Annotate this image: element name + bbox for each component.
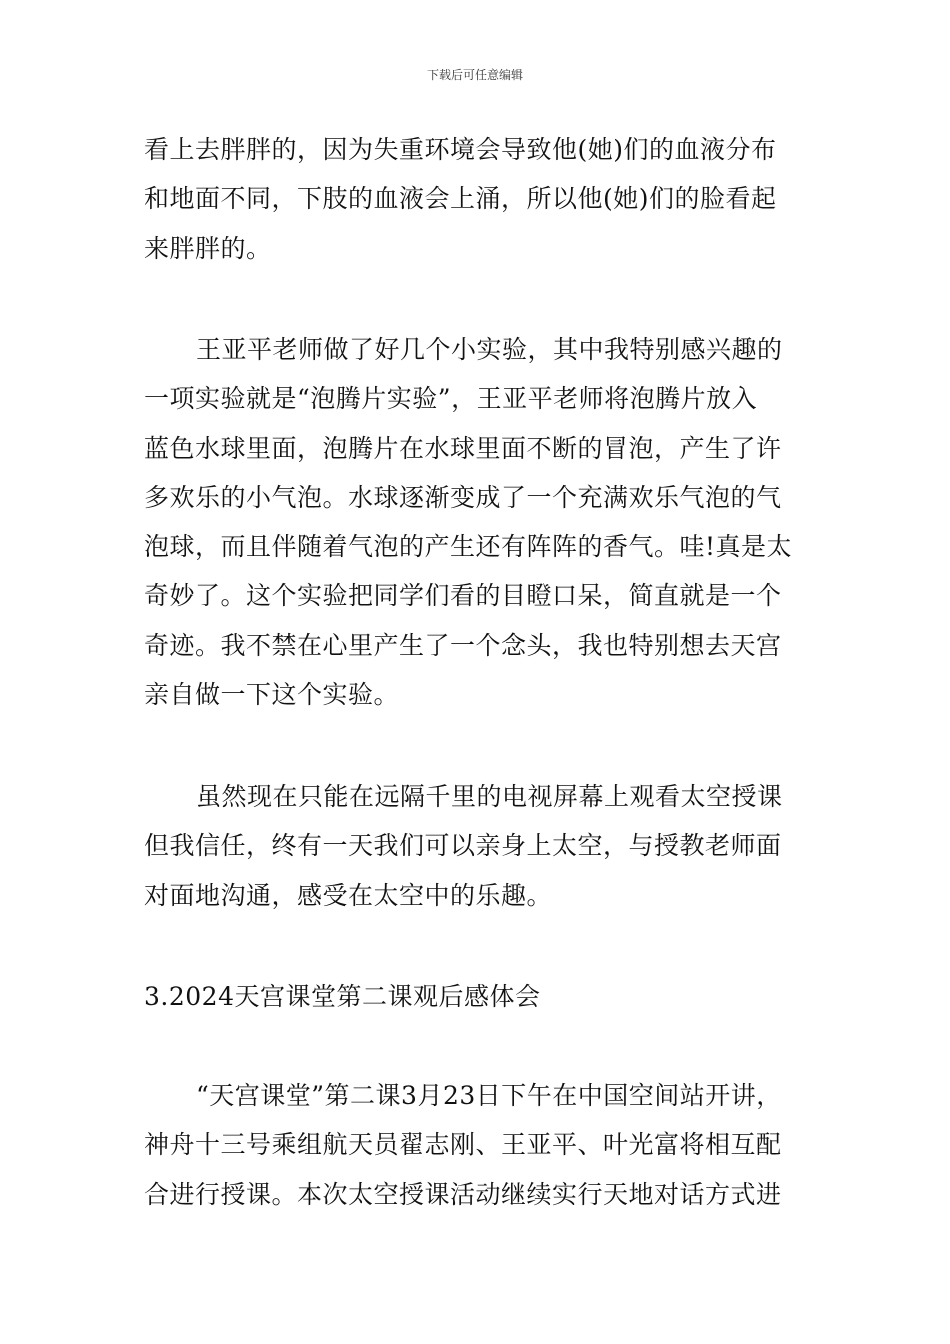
paragraph-4 (144, 1071, 814, 1219)
text-line: 来胖胖的。 (144, 233, 272, 263)
text-line: 虽然现在只能在远隔千里的电视屏幕上观看太空授课 (196, 782, 783, 811)
text-line: 看上去胖胖的，因为失重环境会导致他(她)们的血液分布 (144, 135, 777, 164)
text-line: 奇迹。我不禁在心里产生了一个念头，我也特别想去天宫 (144, 630, 782, 660)
paragraph-3 (144, 772, 814, 920)
text-line: 亲自做一下这个实验。 (144, 680, 400, 710)
text-line: 对面地沟通，感受在太空中的乐趣。 (144, 880, 553, 910)
text-line: 合进行授课。本次太空授课活动继续实行天地对话方式进 (144, 1179, 782, 1209)
text-line: 泡球，而且伴随着气泡的产生还有阵阵的香气。哇!真是太 (144, 532, 793, 562)
page-header: 下载后可任意编辑 (426, 68, 523, 82)
text-line: 一项实验就是“泡腾片实验”，王亚平老师将泡腾片放入 (144, 384, 758, 414)
section-heading (144, 972, 814, 1021)
text-line: 多欢乐的小气泡。水球逐渐变成了一个充满欢乐气泡的气 (144, 482, 782, 512)
heading-text: 3.2024天宫课堂第二课观后感体会 (144, 982, 541, 1011)
text-line: 但我信任，终有一天我们可以亲身上太空，与授教老师面 (144, 831, 782, 861)
paragraph-2 (144, 325, 814, 719)
paragraph-1 (144, 125, 814, 273)
text-line: 神舟十三号乘组航天员翟志刚、王亚平、叶光富将相互配 (144, 1130, 782, 1160)
text-line: 蓝色水球里面，泡腾片在水球里面不断的冒泡，产生了许 (144, 433, 782, 463)
text-line: 和地面不同，下肢的血液会上涌，所以他(她)们的脸看起 (144, 184, 777, 214)
text-line: 奇妙了。这个实验把同学们看的目瞪口呆，简直就是一个 (144, 581, 782, 611)
text-line: “天宫课堂”第二课3月23日下午在中国空间站开讲， (196, 1081, 782, 1110)
text-line: 王亚平老师做了好几个小实验，其中我特别感兴趣的 (196, 335, 783, 364)
